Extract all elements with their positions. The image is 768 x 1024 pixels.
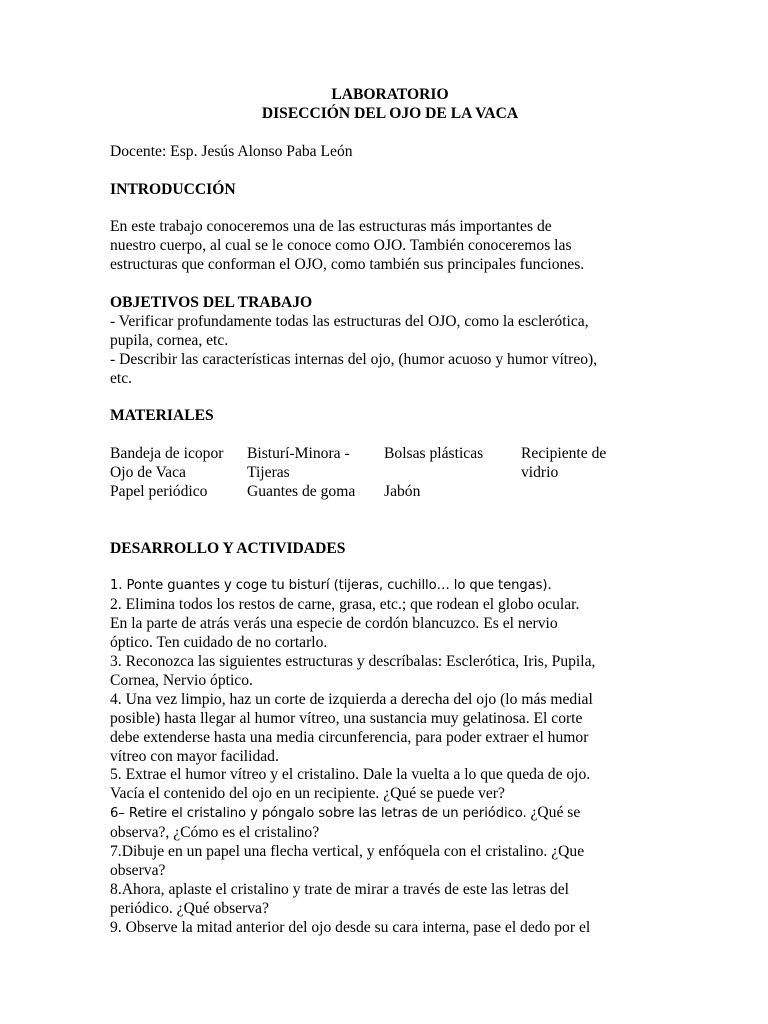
step-line: debe extenderse hasta una media circunferencia, para poder extraer el humor — [110, 728, 589, 746]
material-item — [521, 483, 661, 502]
text-line: estructuras que conforman el OJO, como también sus principales funciones. — [110, 256, 585, 274]
objetivos-paragraph — [110, 313, 670, 389]
material-item: Bolsas plásticas — [384, 445, 484, 463]
step-line: 9. Observe la mitad anterior del ojo desde su cara interna, pase el dedo por el — [110, 918, 591, 936]
intro-paragraph — [110, 218, 670, 275]
document-title: LABORATORIO — [331, 86, 449, 103]
text-line: nuestro cuerpo, al cual se le conoce como OJO. También conoceremos las — [110, 237, 572, 255]
step-line: periódico. ¿Qué observa? — [110, 899, 269, 917]
text-line: En este trabajo conoceremos una de las estructuras más importantes de — [110, 218, 552, 236]
step-line: 3. Reconozca las siguientes estructuras y descríbalas: Esclerótica, Iris, Pupila, — [110, 653, 596, 671]
step-line: 4. Una vez limpio, haz un corte de izquierda a derecha del ojo (lo más medial — [110, 690, 593, 708]
document-subtitle: DISECCIÓN DEL OJO DE LA VACA — [261, 104, 519, 122]
material-item: vidrio — [521, 464, 559, 482]
material-item: Jabón — [384, 482, 421, 500]
materials-column-1 — [110, 445, 247, 502]
docente-line: Docente: Esp. Jesús Alonso Paba León — [110, 142, 353, 160]
desarrollo-heading: DESARROLLO Y ACTIVIDADES — [110, 539, 346, 557]
text-line: etc. — [110, 369, 133, 387]
step-line: Vacía el contenido del ojo en un recipiente. ¿Qué se puede ver? — [110, 785, 505, 803]
material-item: Papel periódico — [110, 482, 208, 500]
step-line: vítreo con mayor facilidad. — [110, 747, 279, 765]
objetivos-heading: OBJETIVOS DEL TRABAJO — [110, 293, 313, 311]
material-item — [384, 464, 521, 483]
step-line: Cornea, Nervio óptico. — [110, 671, 253, 689]
step-line: 8.Ahora, aplaste el cristalino y trate de mirar a través de este las letras del — [110, 880, 569, 898]
material-item: Bisturí-Minora - — [247, 445, 350, 463]
text-line: pupila, cornea, etc. — [110, 331, 229, 349]
materials-column-3 — [384, 445, 521, 502]
step-line-handwritten: 6– Retire el cristalino y póngalo sobre las letras de un periódico. — [110, 806, 527, 822]
step-line: 1. Ponte guantes y coge tu bisturí (tijeras, cuchillo… lo que tengas). — [110, 578, 552, 594]
materials-column-2 — [247, 445, 384, 502]
material-item: Recipiente de — [521, 445, 607, 463]
step-line: 2. Elimina todos los restos de carne, grasa, etc.; que rodean el globo ocular. — [110, 596, 580, 614]
step-line: 7.Dibuje en un papel una flecha vertical, y enfóquela con el cristalino. ¿Que — [110, 843, 585, 861]
intro-heading: INTRODUCCIÓN — [110, 180, 236, 198]
desarrollo-list — [110, 577, 670, 937]
step-line: 5. Extrae el humor vítreo y el cristalino. Dale la vuelta a lo que queda de ojo. — [110, 766, 591, 784]
step-line — [110, 804, 670, 824]
materials-column-4 — [521, 445, 661, 502]
document-page — [110, 86, 670, 938]
text-line: - Verificar profundamente todas las estructuras del OJO, como la esclerótica, — [110, 312, 589, 330]
materials-table — [110, 445, 661, 502]
step-line-tail: ¿Qué se — [526, 804, 581, 822]
step-line: óptico. Ten cuidado de no cortarlo. — [110, 634, 328, 652]
step-line: posible) hasta llegar al humor vítreo, una sustancia muy gelatinosa. El corte — [110, 709, 583, 727]
text-line: - Describir las características internas del ojo, (humor acuoso y humor vítreo), — [110, 350, 598, 368]
step-line: observa?, ¿Cómo es el cristalino? — [110, 824, 320, 842]
material-item: Guantes de goma — [247, 482, 356, 500]
material-item: Ojo de Vaca — [110, 464, 186, 482]
step-line: En la parte de atrás verás una especie de cordón blancuzco. Es el nervio — [110, 615, 558, 633]
step-line: observa? — [110, 862, 166, 880]
material-item: Tijeras — [247, 464, 290, 482]
materiales-heading: MATERIALES — [110, 407, 214, 425]
material-item: Bandeja de icopor — [110, 445, 224, 463]
